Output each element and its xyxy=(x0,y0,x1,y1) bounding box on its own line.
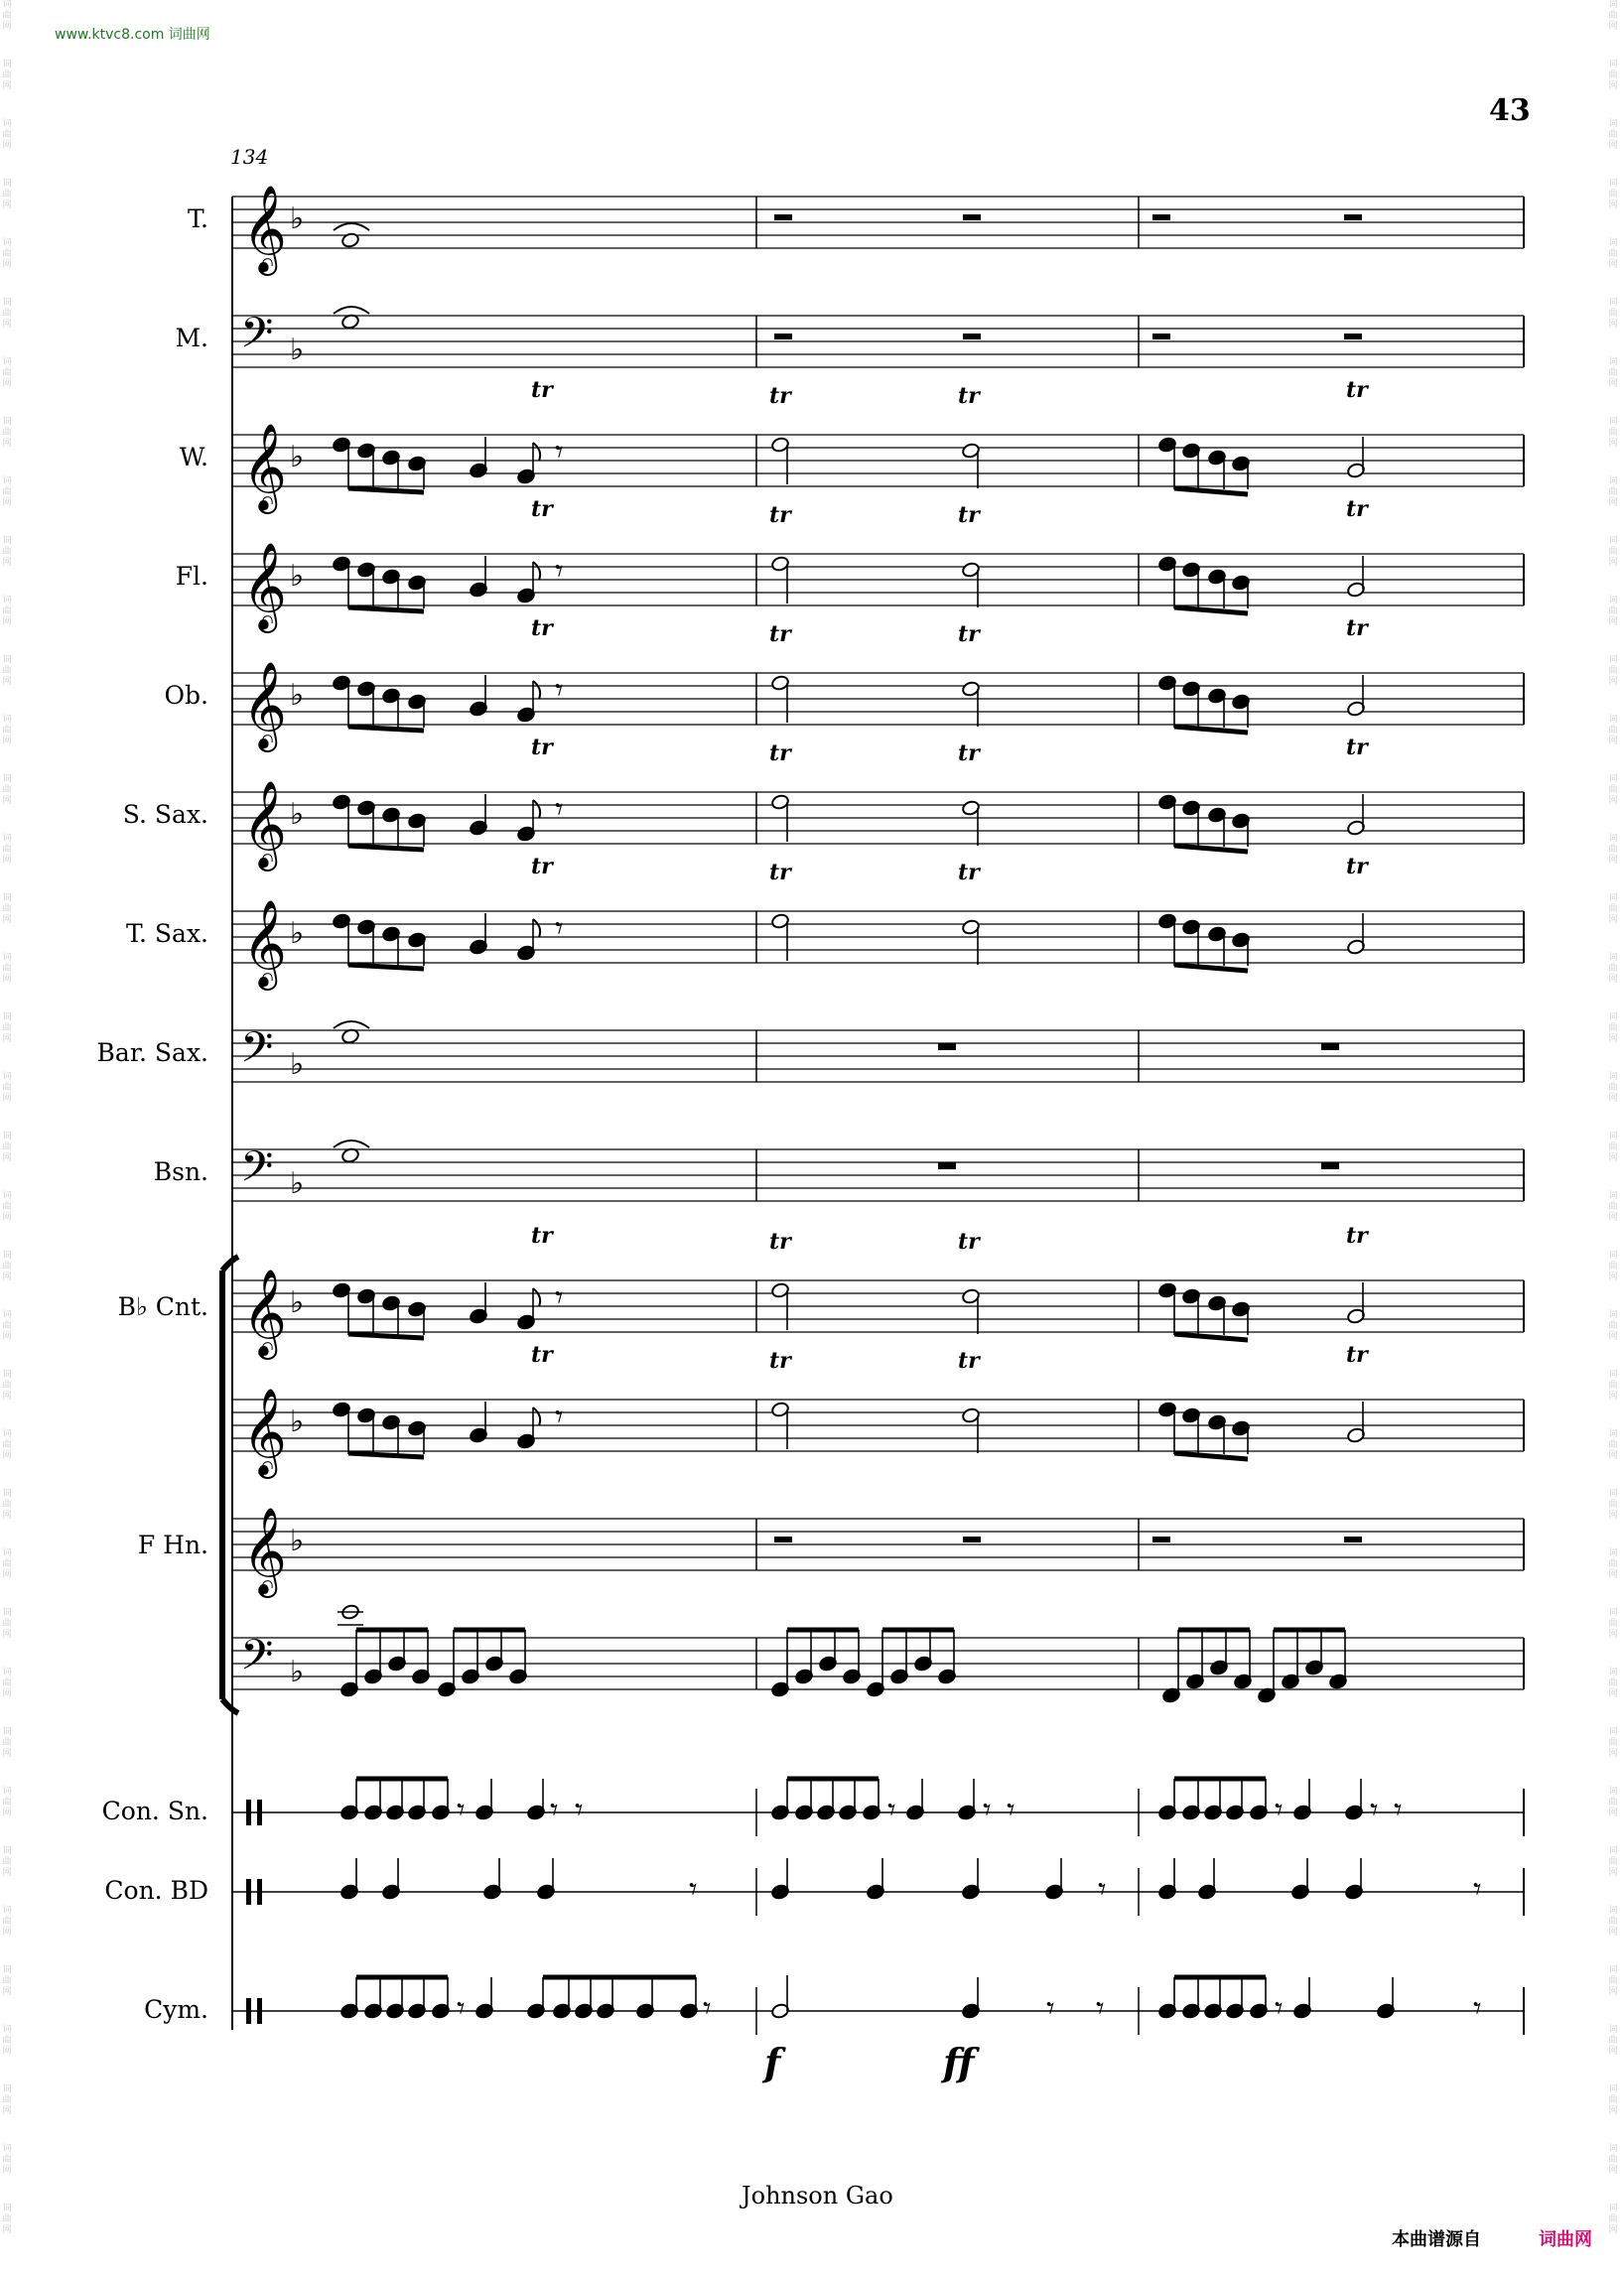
key-signature-flat-icon: ♭ xyxy=(290,1405,305,1439)
flag xyxy=(533,1407,540,1425)
key-signature-flat-icon: ♭ xyxy=(290,1166,305,1201)
watermark-text: 词 曲 网 xyxy=(1608,1310,1618,1342)
page-number: 43 xyxy=(1489,93,1531,128)
trill-mark: tr xyxy=(958,383,980,409)
watermark-text: 词 曲 网 xyxy=(1608,119,1618,151)
watermark-text: 词 曲 网 xyxy=(1608,893,1618,925)
source-text: 本曲谱源自 xyxy=(1392,2229,1481,2250)
watermark-text: 词 曲 网 xyxy=(1608,2144,1618,2176)
watermark-text: 词 曲 网 xyxy=(2,1072,12,1104)
watermark-text: 词 曲 网 xyxy=(1608,179,1618,210)
watermark-text: 词 曲 网 xyxy=(1608,1668,1618,1699)
percussion-clef-icon xyxy=(257,1879,262,1905)
watermark-text: 词 曲 网 xyxy=(2,1310,12,1342)
watermark-text: 词 曲 网 xyxy=(1608,60,1618,91)
eighth-rest-icon: 𝄾 xyxy=(555,671,564,709)
eighth-rest-icon: 𝄾 xyxy=(555,790,564,828)
key-signature-flat-icon: ♭ xyxy=(290,1047,305,1082)
watermark-text: 词 曲 网 xyxy=(1608,357,1618,389)
watermark-text: 词 曲 网 xyxy=(2,2025,12,2057)
watermark-text: 词 曲 网 xyxy=(2,1846,12,1878)
measure-number: 134 xyxy=(230,145,269,169)
part-label-cornet: B♭ Cnt. xyxy=(117,1292,208,1321)
watermark-text: 词 曲 网 xyxy=(1608,774,1618,806)
watermark-text: 词 曲 网 xyxy=(1608,1012,1618,1044)
part-label-tenor: T. xyxy=(188,204,208,233)
half-rest xyxy=(774,214,792,220)
watermark-text: 词 曲 网 xyxy=(2,298,12,330)
flag xyxy=(533,681,540,699)
watermark-text: 词 曲 网 xyxy=(1608,1191,1618,1223)
treble-clef-icon: 𝄞 xyxy=(242,422,287,510)
watermark-text: 词 曲 网 xyxy=(2,536,12,568)
eighth-rest-icon: 𝄾 xyxy=(1394,1791,1403,1828)
half-rest xyxy=(963,1537,981,1542)
watermark-text: 词 曲 网 xyxy=(1608,715,1618,746)
beam xyxy=(348,846,424,850)
watermark-text: 词 曲 网 xyxy=(2,1906,12,1938)
treble-clef-icon: 𝄞 xyxy=(242,660,287,748)
part-label-cymbal: Cym. xyxy=(144,1995,208,2024)
eighth-rest-icon: 𝄾 xyxy=(689,1870,698,1908)
trill-mark: tr xyxy=(958,502,980,528)
eighth-rest-icon: 𝄾 xyxy=(1275,1989,1284,2027)
watermark-text: 词 曲 网 xyxy=(2,2204,12,2235)
part-label-horn: F Hn. xyxy=(137,1531,208,1559)
watermark-text: 词 曲 网 xyxy=(1608,1489,1618,1521)
eighth-rest-icon: 𝄾 xyxy=(550,1791,559,1828)
eighth-rest-icon: 𝄾 xyxy=(1473,1989,1482,2027)
key-signature-flat-icon: ♭ xyxy=(290,797,305,832)
trill-mark: tr xyxy=(769,860,791,885)
bass-clef-icon: 𝄢 xyxy=(240,1023,274,1083)
key-signature-flat-icon: ♭ xyxy=(290,333,305,367)
eighth-rest-icon: 𝄾 xyxy=(575,1791,584,1828)
watermark-text: 词 曲 网 xyxy=(2,1787,12,1818)
half-rest xyxy=(774,334,792,339)
eighth-rest-icon: 𝄾 xyxy=(1275,1791,1284,1828)
treble-clef-icon: 𝄞 xyxy=(242,184,287,272)
treble-clef-icon: 𝄞 xyxy=(242,541,287,629)
tie xyxy=(334,1021,369,1028)
watermark-text: 词 曲 网 xyxy=(2,1429,12,1461)
treble-clef-icon: 𝄞 xyxy=(242,1268,287,1356)
watermark-text: 词 曲 网 xyxy=(2,1370,12,1402)
watermark-text: 词 曲 网 xyxy=(1608,1072,1618,1104)
trill-mark: tr xyxy=(1346,496,1368,522)
part-label-bassoon: Bsn. xyxy=(153,1157,208,1186)
key-signature-flat-icon: ♭ xyxy=(290,201,305,236)
key-signature-flat-icon: ♭ xyxy=(290,1285,305,1320)
whole-rest xyxy=(938,1162,956,1169)
trill-mark: tr xyxy=(1346,854,1368,879)
eighth-rest-icon: 𝄾 xyxy=(555,1398,564,1435)
half-rest xyxy=(963,214,981,220)
key-signature-flat-icon: ♭ xyxy=(290,916,305,951)
watermark-text: 词 曲 网 xyxy=(2,1251,12,1282)
trill-mark: tr xyxy=(531,615,553,641)
watermark-text: 词 曲 网 xyxy=(1608,1132,1618,1163)
flag xyxy=(533,443,540,461)
trill-mark: tr xyxy=(1346,1342,1368,1368)
watermark-text: 词 曲 网 xyxy=(2,1548,12,1580)
eighth-rest-icon: 𝄾 xyxy=(457,1791,466,1828)
key-signature-flat-icon: ♭ xyxy=(290,440,305,474)
half-rest xyxy=(1344,334,1362,339)
flag xyxy=(533,1288,540,1306)
watermark-text: 词 曲 网 xyxy=(1608,536,1618,568)
eighth-rest-icon: 𝄾 xyxy=(1098,1870,1107,1908)
watermark-text: 词 曲 网 xyxy=(2,179,12,210)
watermark-text: 词 曲 网 xyxy=(1608,1370,1618,1402)
flag xyxy=(533,562,540,580)
trill-mark: tr xyxy=(531,854,553,879)
beam xyxy=(348,607,424,611)
half-rest xyxy=(1152,214,1170,220)
percussion-clef-icon xyxy=(246,1998,251,2024)
half-rest xyxy=(774,1537,792,1542)
watermark-text: 词 曲 网 xyxy=(1608,1548,1618,1580)
trill-mark: tr xyxy=(769,502,791,528)
site-link[interactable]: www.ktvc8.com 词曲网 xyxy=(55,27,210,43)
trill-mark: tr xyxy=(1346,735,1368,760)
dynamic-fortissimo: ff xyxy=(943,2040,975,2084)
trill-mark: tr xyxy=(1346,1223,1368,1249)
watermark-text: 词 曲 网 xyxy=(2,1965,12,1997)
trill-mark: tr xyxy=(531,377,553,403)
dynamic-forte: f xyxy=(764,2040,781,2084)
half-rest xyxy=(1152,1537,1170,1542)
watermark-text: 词 曲 网 xyxy=(2,655,12,687)
beam xyxy=(1174,1334,1248,1340)
beam xyxy=(1174,607,1248,613)
eighth-rest-icon: 𝄾 xyxy=(1046,1989,1055,2027)
percussion-clef-icon xyxy=(257,1800,262,1825)
eighth-rest-icon: 𝄾 xyxy=(1473,1870,1482,1908)
part-label-snare: Con. Sn. xyxy=(101,1797,208,1825)
beam xyxy=(1174,727,1248,733)
trill-mark: tr xyxy=(769,621,791,647)
trill-mark: tr xyxy=(958,860,980,885)
eighth-rest-icon: 𝄾 xyxy=(983,1791,992,1828)
beam xyxy=(1174,1453,1248,1459)
watermark-text: 词 曲 网 xyxy=(2,715,12,746)
half-rest xyxy=(1152,334,1170,339)
eighth-rest-icon: 𝄾 xyxy=(1007,1791,1015,1828)
watermark-text: 词 曲 网 xyxy=(1608,596,1618,627)
trill-mark: tr xyxy=(531,1342,553,1368)
percussion-clef-icon xyxy=(246,1879,251,1905)
watermark-text: 词 曲 网 xyxy=(1608,1965,1618,1997)
beam xyxy=(1174,965,1248,971)
key-signature-flat-icon: ♭ xyxy=(290,1655,305,1689)
watermark-text: 词 曲 网 xyxy=(2,1668,12,1699)
trill-mark: tr xyxy=(531,735,553,760)
trill-mark: tr xyxy=(1346,377,1368,403)
key-signature-flat-icon: ♭ xyxy=(290,678,305,713)
half-rest xyxy=(1344,214,1362,220)
trill-mark: tr xyxy=(769,740,791,766)
watermark-text: 词 曲 网 xyxy=(2,60,12,91)
tie xyxy=(334,223,369,230)
eighth-rest-icon: 𝄾 xyxy=(555,552,564,590)
group-bracket xyxy=(222,1257,238,1713)
eighth-rest-icon: 𝄾 xyxy=(1370,1791,1379,1828)
watermark-text: 词 曲 网 xyxy=(1608,1251,1618,1282)
watermark-text: 词 曲 网 xyxy=(2,476,12,508)
watermark-text: 词 曲 网 xyxy=(1608,417,1618,449)
watermark-text: 词 曲 网 xyxy=(1608,1429,1618,1461)
watermark-text: 词 曲 网 xyxy=(1608,2204,1618,2235)
half-rest xyxy=(963,334,981,339)
trill-mark: tr xyxy=(769,383,791,409)
key-signature-flat-icon: ♭ xyxy=(290,559,305,594)
beam xyxy=(348,488,424,492)
part-label-flute: Fl. xyxy=(175,562,208,591)
eighth-rest-icon: 𝄾 xyxy=(555,1278,564,1316)
part-label-tenor-sax: T. Sax. xyxy=(126,919,208,948)
eighth-rest-icon: 𝄾 xyxy=(555,433,564,470)
trill-mark: tr xyxy=(531,1223,553,1249)
trill-mark: tr xyxy=(958,740,980,766)
watermark-text: 词 曲 网 xyxy=(2,953,12,985)
treble-clef-icon: 𝄞 xyxy=(242,1506,287,1594)
part-label-m: M. xyxy=(175,324,208,352)
part-label-baritone-sax: Bar. Sax. xyxy=(96,1038,208,1067)
watermark-text: 词 曲 网 xyxy=(2,834,12,866)
trill-mark: tr xyxy=(958,1229,980,1255)
part-label-oboe: Ob. xyxy=(164,681,208,710)
composer-credit: Johnson Gao xyxy=(742,2182,893,2210)
treble-clef-icon: 𝄞 xyxy=(242,1387,287,1475)
flag xyxy=(533,800,540,818)
bass-clef-icon: 𝄢 xyxy=(240,309,274,368)
watermark-text: 词 曲 网 xyxy=(2,0,12,32)
watermark-text: 词 曲 网 xyxy=(2,119,12,151)
beam xyxy=(1174,488,1248,494)
watermark-text: 词 曲 网 xyxy=(2,774,12,806)
watermark-text: 词 曲 网 xyxy=(2,2084,12,2116)
brand-logo-text[interactable]: 词曲网 xyxy=(1539,2229,1592,2250)
watermark-text: 词 曲 网 xyxy=(1608,1846,1618,1878)
watermark-text: 词 曲 网 xyxy=(2,1132,12,1163)
watermark-text: 词 曲 网 xyxy=(1608,655,1618,687)
flag xyxy=(533,919,540,937)
watermark-text: 词 曲 网 xyxy=(1608,1727,1618,1759)
watermark-text: 词 曲 网 xyxy=(1608,298,1618,330)
half-rest xyxy=(1344,1537,1362,1542)
eighth-rest-icon: 𝄾 xyxy=(703,1989,712,2027)
trill-mark: tr xyxy=(958,1348,980,1374)
beam xyxy=(348,965,424,969)
watermark-text: 词 曲 网 xyxy=(2,1727,12,1759)
trill-mark: tr xyxy=(958,621,980,647)
watermark-text: 词 曲 网 xyxy=(1608,1787,1618,1818)
watermark-text: 词 曲 网 xyxy=(2,238,12,270)
eighth-rest-icon: 𝄾 xyxy=(1096,1989,1105,2027)
watermark-text: 词 曲 网 xyxy=(2,357,12,389)
watermark-text: 词 曲 网 xyxy=(1608,834,1618,866)
watermark-text: 词 曲 网 xyxy=(1608,476,1618,508)
watermark-text: 词 曲 网 xyxy=(2,1191,12,1223)
eighth-rest-icon: 𝄾 xyxy=(887,1791,896,1828)
eighth-rest-icon: 𝄾 xyxy=(457,1989,466,2027)
percussion-clef-icon xyxy=(246,1800,251,1825)
bass-clef-icon: 𝄢 xyxy=(240,1631,274,1690)
note-head xyxy=(340,232,359,249)
beam xyxy=(348,727,424,731)
trill-mark: tr xyxy=(531,496,553,522)
watermark-text: 词 曲 网 xyxy=(1608,0,1618,32)
percussion-clef-icon xyxy=(257,1998,262,2024)
tie xyxy=(334,1140,369,1147)
eighth-rest-icon: 𝄾 xyxy=(555,909,564,947)
whole-rest xyxy=(1321,1043,1339,1050)
beam xyxy=(348,1334,424,1338)
whole-rest xyxy=(938,1043,956,1050)
whole-rest xyxy=(1321,1162,1339,1169)
watermark-text: 词 曲 网 xyxy=(1608,953,1618,985)
watermark-text: 词 曲 网 xyxy=(2,596,12,627)
beam xyxy=(1174,846,1248,852)
watermark-text: 词 曲 网 xyxy=(2,893,12,925)
watermark-text: 词 曲 网 xyxy=(2,2144,12,2176)
trill-mark: tr xyxy=(769,1229,791,1255)
watermark-text: 词 曲 网 xyxy=(2,1489,12,1521)
tie xyxy=(334,307,369,314)
key-signature-flat-icon: ♭ xyxy=(290,1524,305,1558)
treble-clef-icon: 𝄞 xyxy=(242,898,287,987)
part-label-w: W. xyxy=(179,443,208,471)
beam xyxy=(348,1453,424,1457)
watermark-text: 词 曲 网 xyxy=(1608,1608,1618,1640)
trill-mark: tr xyxy=(769,1348,791,1374)
bass-clef-icon: 𝄢 xyxy=(240,1142,274,1202)
treble-clef-icon: 𝄞 xyxy=(242,779,287,868)
part-label-soprano-sax: S. Sax. xyxy=(122,800,208,829)
watermark-text: 词 曲 网 xyxy=(1608,2084,1618,2116)
watermark-text: 词 曲 网 xyxy=(2,1012,12,1044)
watermark-text: 词 曲 网 xyxy=(1608,1906,1618,1938)
watermark-text: 词 曲 网 xyxy=(1608,238,1618,270)
watermark-text: 词 曲 网 xyxy=(1608,2025,1618,2057)
watermark-text: 词 曲 网 xyxy=(2,1608,12,1640)
trill-mark: tr xyxy=(1346,615,1368,641)
part-label-bass-drum: Con. BD xyxy=(104,1876,208,1905)
watermark-text: 词 曲 网 xyxy=(2,417,12,449)
